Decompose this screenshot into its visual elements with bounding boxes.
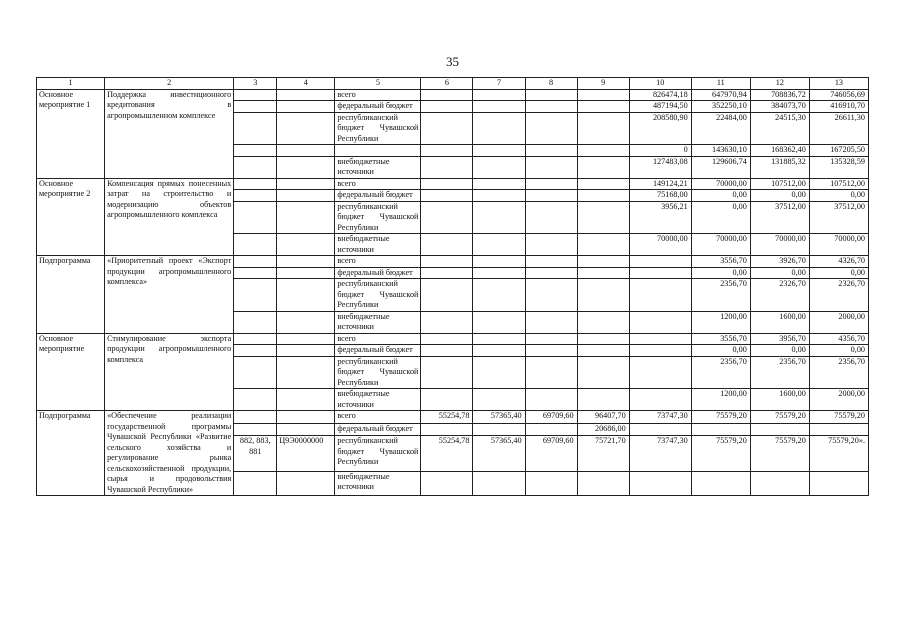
amount-cell <box>525 256 577 268</box>
amount-cell <box>473 190 525 202</box>
activity-type: Основное мероприятие 1 <box>37 89 105 178</box>
amount-cell: 75168,00 <box>629 190 691 202</box>
amount-cell <box>421 145 473 157</box>
column-number: 9 <box>577 78 629 90</box>
amount-cell <box>577 178 629 190</box>
amount-cell <box>421 423 473 436</box>
amount-cell: 75579,20 <box>691 436 750 472</box>
amount-cell: 129606,74 <box>691 156 750 178</box>
target-article-code: Ц9Э0000000 <box>277 436 335 472</box>
amount-cell: 75579,20 <box>691 411 750 424</box>
funding-source: внебюджетные источники <box>335 471 421 495</box>
budget-code <box>234 89 277 101</box>
amount-cell: 75579,20 <box>750 411 809 424</box>
amount-cell: 4356,70 <box>809 333 868 345</box>
amount-cell <box>577 112 629 145</box>
column-number: 11 <box>691 78 750 90</box>
amount-cell <box>525 190 577 202</box>
amount-cell <box>473 89 525 101</box>
amount-cell: 143630,10 <box>691 145 750 157</box>
amount-cell <box>577 345 629 357</box>
target-article-code <box>277 333 335 345</box>
amount-cell <box>473 345 525 357</box>
amount-cell <box>421 201 473 234</box>
table-row <box>37 256 869 268</box>
amount-cell <box>525 178 577 190</box>
amount-cell <box>525 234 577 256</box>
amount-cell <box>421 256 473 268</box>
amount-cell <box>421 89 473 101</box>
amount-cell: 3926,70 <box>750 256 809 268</box>
activity-type: Основное мероприятие <box>37 333 105 411</box>
amount-cell: 3956,21 <box>629 201 691 234</box>
amount-cell: 57365,40 <box>473 411 525 424</box>
amount-cell: 2326,70 <box>809 279 868 312</box>
budget-code <box>234 256 277 268</box>
amount-cell: 2000,00 <box>809 311 868 333</box>
amount-cell: 487194,50 <box>629 101 691 113</box>
amount-cell <box>421 156 473 178</box>
amount-cell <box>525 389 577 411</box>
funding-source: внебюджетные источники <box>335 311 421 333</box>
funding-source: федеральный бюджет <box>335 267 421 279</box>
amount-cell: 75721,70 <box>577 436 629 472</box>
amount-cell <box>421 267 473 279</box>
target-article-code <box>277 423 335 436</box>
amount-cell: 75579,20 <box>750 436 809 472</box>
amount-cell: 131885,32 <box>750 156 809 178</box>
activity-name: «Обеспечение реализации государственной программы Чувашской Республики «Развитие сельского хозяйства и регулирование рынка сельскохозяйственной продукции, сырья и продовольствия Чувашской Республики» <box>105 411 234 496</box>
target-article-code <box>277 267 335 279</box>
amount-cell <box>421 471 473 495</box>
target-article-code <box>277 356 335 389</box>
column-number: 5 <box>335 78 421 90</box>
funding-source: внебюджетные источники <box>335 389 421 411</box>
amount-cell: 75579,20». <box>809 436 868 472</box>
amount-cell: 1600,00 <box>750 311 809 333</box>
amount-cell: 37512,00 <box>809 201 868 234</box>
amount-cell <box>577 156 629 178</box>
activity-name: «Приоритетный проект «Экспорт продукции агропромышленного комплекса» <box>105 256 234 334</box>
budget-code <box>234 411 277 424</box>
budget-code <box>234 471 277 495</box>
amount-cell: 70000,00 <box>629 234 691 256</box>
amount-cell <box>577 267 629 279</box>
amount-cell: 70000,00 <box>809 234 868 256</box>
amount-cell <box>577 311 629 333</box>
amount-cell <box>473 423 525 436</box>
amount-cell <box>473 178 525 190</box>
amount-cell: 0,00 <box>691 345 750 357</box>
target-article-code <box>277 311 335 333</box>
amount-cell: 70000,00 <box>691 178 750 190</box>
amount-cell <box>629 256 691 268</box>
funding-source: федеральный бюджет <box>335 190 421 202</box>
target-article-code <box>277 201 335 234</box>
amount-cell <box>473 267 525 279</box>
amount-cell <box>473 156 525 178</box>
amount-cell: 107512,00 <box>750 178 809 190</box>
amount-cell: 26611,30 <box>809 112 868 145</box>
amount-cell <box>525 333 577 345</box>
funding-source: федеральный бюджет <box>335 345 421 357</box>
budget-code <box>234 279 277 312</box>
target-article-code <box>277 112 335 145</box>
budget-code: 882, 883, 881 <box>234 436 277 472</box>
amount-cell <box>525 471 577 495</box>
column-number: 3 <box>234 78 277 90</box>
amount-cell: 73747,30 <box>629 436 691 472</box>
funding-source: республиканский бюджет Чувашской Республики <box>335 112 421 145</box>
page-number: 35 <box>446 54 459 69</box>
amount-cell: 2356,70 <box>691 356 750 389</box>
amount-cell <box>421 356 473 389</box>
amount-cell <box>421 190 473 202</box>
amount-cell <box>577 333 629 345</box>
amount-cell <box>691 471 750 495</box>
amount-cell <box>421 234 473 256</box>
amount-cell: 647970,94 <box>691 89 750 101</box>
column-number: 1 <box>37 78 105 90</box>
amount-cell <box>421 279 473 312</box>
amount-cell: 3556,70 <box>691 333 750 345</box>
amount-cell <box>473 145 525 157</box>
amount-cell <box>629 279 691 312</box>
amount-cell: 0,00 <box>809 345 868 357</box>
amount-cell: 416910,70 <box>809 101 868 113</box>
amount-cell: 2326,70 <box>750 279 809 312</box>
budget-code <box>234 234 277 256</box>
funding-source: внебюджетные источники <box>335 156 421 178</box>
amount-cell <box>750 423 809 436</box>
activity-type: Подпрограмма <box>37 256 105 334</box>
target-article-code <box>277 234 335 256</box>
table-row <box>37 333 869 345</box>
amount-cell <box>525 156 577 178</box>
amount-cell <box>577 389 629 411</box>
target-article-code <box>277 411 335 424</box>
amount-cell <box>525 145 577 157</box>
column-number: 10 <box>629 78 691 90</box>
amount-cell <box>525 89 577 101</box>
budget-code <box>234 345 277 357</box>
amount-cell <box>577 471 629 495</box>
amount-cell: 2356,70 <box>809 356 868 389</box>
amount-cell <box>473 234 525 256</box>
funding-source: всего <box>335 256 421 268</box>
amount-cell: 127483,08 <box>629 156 691 178</box>
amount-cell <box>577 190 629 202</box>
amount-cell <box>577 356 629 389</box>
column-number: 12 <box>750 78 809 90</box>
budget-code <box>234 178 277 190</box>
amount-cell: 3556,70 <box>691 256 750 268</box>
amount-cell <box>577 234 629 256</box>
budget-code <box>234 389 277 411</box>
activity-type: Основное мероприятие 2 <box>37 178 105 256</box>
amount-cell <box>577 201 629 234</box>
table-row <box>37 178 869 190</box>
amount-cell <box>809 471 868 495</box>
funding-source: всего <box>335 89 421 101</box>
amount-cell: 20686,00 <box>577 423 629 436</box>
amount-cell <box>421 101 473 113</box>
funding-source: всего <box>335 411 421 424</box>
target-article-code <box>277 156 335 178</box>
table-row <box>37 89 869 101</box>
amount-cell <box>473 256 525 268</box>
column-number: 6 <box>421 78 473 90</box>
amount-cell: 55254,78 <box>421 436 473 472</box>
amount-cell <box>525 267 577 279</box>
amount-cell <box>809 423 868 436</box>
funding-source <box>335 145 421 157</box>
amount-cell <box>629 311 691 333</box>
amount-cell <box>629 423 691 436</box>
amount-cell <box>629 356 691 389</box>
target-article-code <box>277 178 335 190</box>
funding-source: республиканский бюджет Чувашской Республики <box>335 279 421 312</box>
amount-cell: 3956,70 <box>750 333 809 345</box>
amount-cell: 55254,78 <box>421 411 473 424</box>
amount-cell <box>577 145 629 157</box>
target-article-code <box>277 279 335 312</box>
amount-cell <box>525 356 577 389</box>
amount-cell: 107512,00 <box>809 178 868 190</box>
amount-cell <box>525 279 577 312</box>
target-article-code <box>277 389 335 411</box>
column-number: 8 <box>525 78 577 90</box>
amount-cell: 70000,00 <box>691 234 750 256</box>
amount-cell <box>421 333 473 345</box>
amount-cell: 37512,00 <box>750 201 809 234</box>
budget-code <box>234 101 277 113</box>
amount-cell <box>525 311 577 333</box>
budget-code <box>234 190 277 202</box>
amount-cell: 1600,00 <box>750 389 809 411</box>
amount-cell <box>473 101 525 113</box>
amount-cell: 0 <box>629 145 691 157</box>
amount-cell <box>629 333 691 345</box>
column-number: 2 <box>105 78 234 90</box>
amount-cell: 826474,18 <box>629 89 691 101</box>
budget-code <box>234 423 277 436</box>
amount-cell: 0,00 <box>691 190 750 202</box>
amount-cell <box>421 389 473 411</box>
amount-cell <box>421 178 473 190</box>
amount-cell <box>473 201 525 234</box>
amount-cell <box>525 101 577 113</box>
funding-source: республиканский бюджет Чувашской Республики <box>335 201 421 234</box>
amount-cell <box>750 471 809 495</box>
amount-cell: 168362,40 <box>750 145 809 157</box>
budget-code <box>234 356 277 389</box>
activity-name: Поддержка инвестиционного кредитования в агропромышленном комплексе <box>105 89 234 178</box>
amount-cell <box>421 345 473 357</box>
amount-cell: 746056,69 <box>809 89 868 101</box>
amount-cell <box>577 101 629 113</box>
amount-cell: 2356,70 <box>750 356 809 389</box>
budget-code <box>234 267 277 279</box>
amount-cell: 96407,70 <box>577 411 629 424</box>
amount-cell <box>525 201 577 234</box>
activity-type: Подпрограмма <box>37 411 105 496</box>
amount-cell: 75579,20 <box>809 411 868 424</box>
amount-cell <box>473 389 525 411</box>
budget-code <box>234 156 277 178</box>
amount-cell: 208580,90 <box>629 112 691 145</box>
amount-cell: 69709,60 <box>525 436 577 472</box>
amount-cell: 0,00 <box>750 345 809 357</box>
amount-cell <box>629 267 691 279</box>
amount-cell <box>691 423 750 436</box>
amount-cell <box>525 423 577 436</box>
target-article-code <box>277 101 335 113</box>
amount-cell: 167205,50 <box>809 145 868 157</box>
amount-cell: 0,00 <box>809 190 868 202</box>
funding-source: республиканский бюджет Чувашской Республики <box>335 436 421 472</box>
funding-source: всего <box>335 178 421 190</box>
amount-cell <box>577 89 629 101</box>
amount-cell: 708836,72 <box>750 89 809 101</box>
amount-cell <box>577 279 629 312</box>
amount-cell <box>629 471 691 495</box>
amount-cell: 22484,00 <box>691 112 750 145</box>
amount-cell: 70000,00 <box>750 234 809 256</box>
target-article-code <box>277 471 335 495</box>
budget-code <box>234 311 277 333</box>
budget-code <box>234 201 277 234</box>
activity-name: Компенсация прямых понесенных затрат на строительство и модернизацию объектов агропромышленного комплекса <box>105 178 234 256</box>
budget-code <box>234 145 277 157</box>
column-number: 7 <box>473 78 525 90</box>
amount-cell: 2000,00 <box>809 389 868 411</box>
amount-cell: 0,00 <box>809 267 868 279</box>
amount-cell: 69709,60 <box>525 411 577 424</box>
amount-cell <box>525 345 577 357</box>
amount-cell <box>421 311 473 333</box>
amount-cell <box>473 356 525 389</box>
table-body <box>37 78 869 496</box>
amount-cell: 4326,70 <box>809 256 868 268</box>
amount-cell <box>473 471 525 495</box>
target-article-code <box>277 89 335 101</box>
target-article-code <box>277 256 335 268</box>
column-number: 4 <box>277 78 335 90</box>
amount-cell <box>473 112 525 145</box>
amount-cell <box>473 311 525 333</box>
table-row <box>37 411 869 424</box>
amount-cell <box>525 112 577 145</box>
target-article-code <box>277 190 335 202</box>
amount-cell: 0,00 <box>750 190 809 202</box>
amount-cell: 0,00 <box>691 267 750 279</box>
funding-source: внебюджетные источники <box>335 234 421 256</box>
target-article-code <box>277 345 335 357</box>
amount-cell: 0,00 <box>750 267 809 279</box>
amount-cell <box>629 389 691 411</box>
activity-name: Стимулирование экспорта продукции агропромышленного комплекса <box>105 333 234 411</box>
amount-cell: 1200,00 <box>691 389 750 411</box>
amount-cell: 24515,30 <box>750 112 809 145</box>
header-row <box>37 78 869 90</box>
amount-cell: 0,00 <box>691 201 750 234</box>
amount-cell <box>629 345 691 357</box>
amount-cell: 384073,70 <box>750 101 809 113</box>
amount-cell: 1200,00 <box>691 311 750 333</box>
funding-source: республиканский бюджет Чувашской Республики <box>335 356 421 389</box>
budget-code <box>234 112 277 145</box>
budget-code <box>234 333 277 345</box>
amount-cell: 135328,59 <box>809 156 868 178</box>
amount-cell <box>473 279 525 312</box>
amount-cell <box>473 333 525 345</box>
amount-cell: 352250,10 <box>691 101 750 113</box>
amount-cell: 73747,30 <box>629 411 691 424</box>
target-article-code <box>277 145 335 157</box>
funding-source: федеральный бюджет <box>335 423 421 436</box>
funding-source: федеральный бюджет <box>335 101 421 113</box>
amount-cell: 2356,70 <box>691 279 750 312</box>
amount-cell <box>577 256 629 268</box>
funding-source: всего <box>335 333 421 345</box>
amount-cell <box>421 112 473 145</box>
amount-cell: 149124,21 <box>629 178 691 190</box>
budget-table <box>36 77 869 496</box>
column-number: 13 <box>809 78 868 90</box>
amount-cell: 57365,40 <box>473 436 525 472</box>
